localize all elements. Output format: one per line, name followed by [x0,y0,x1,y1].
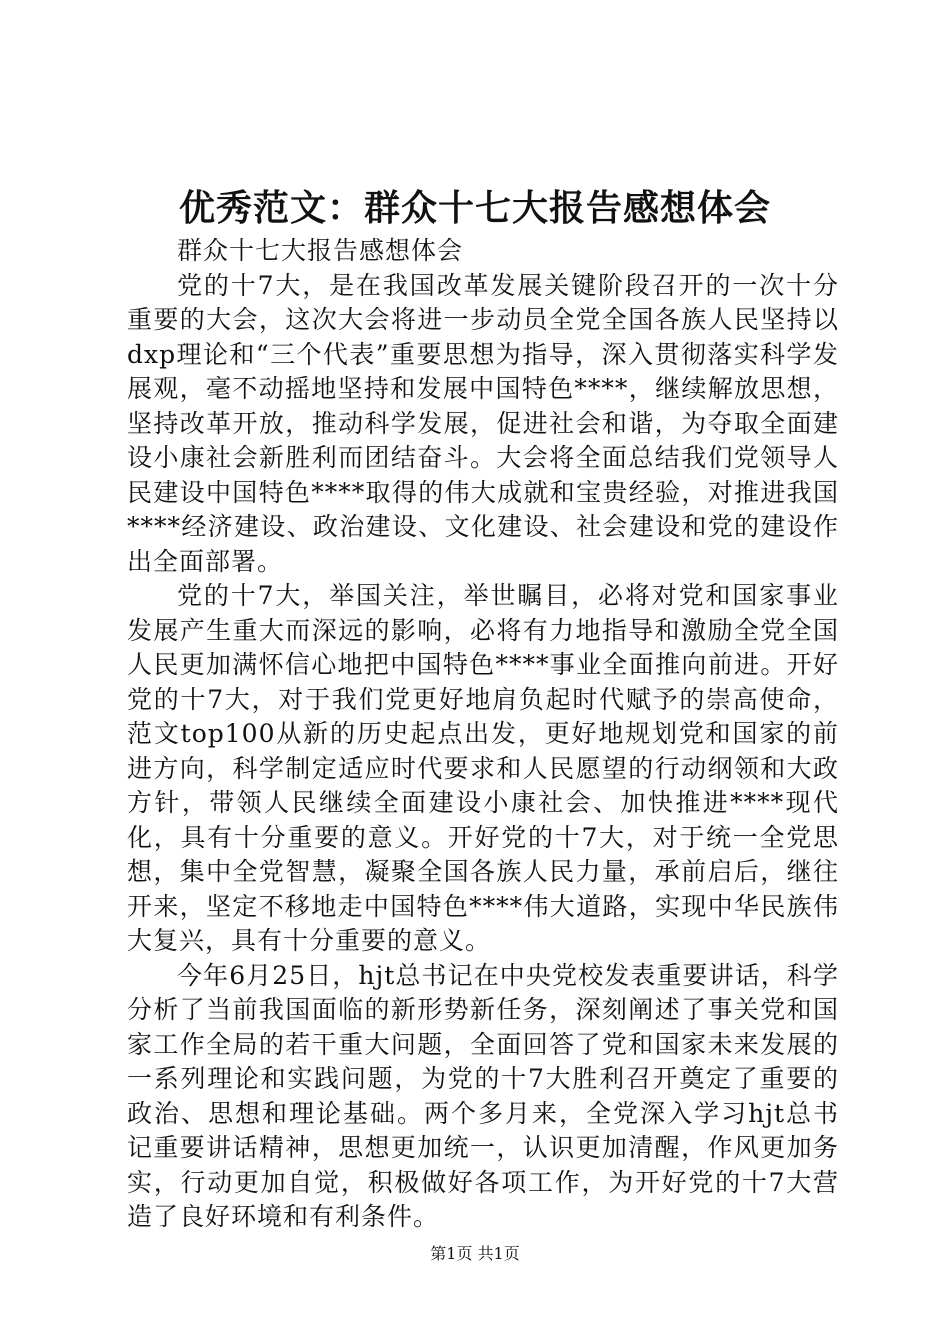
body-paragraph: 党的十7大，举国关注，举世瞩目，必将对党和国家事业发展产生重大而深远的影响，必将有力地指导和激励全党全国人民更加满怀信心地把中国特色****事业全面推向前进。开好党的十7大，对于我们党更好地肩负起时代赋予的崇高使命，范文top100从新的历史起点出发，更好地规划党和国家的前进方向，科学制定适应时代要求和人民愿望的行动纲领和大政方针，带领人民继续全面建设小康社会、加快推进****现代化，具有十分重要的意义。开好党的十7大，对于统一全党思想，集中全党智慧，凝聚全国各族人民力量，承前启后，继往开来，坚定不移地走中国特色****伟大道路，实现中华民族伟大复兴，具有十分重要的意义。 [127,581,839,955]
body-paragraph: 今年6月25日，hjt总书记在中央党校发表重要讲话，科学分析了当前我国面临的新形势新任务，深刻阐述了事关党和国家工作全局的若干重大问题，全面回答了党和国家未来发展的一系列理论和实践问题，为党的十7大胜利召开奠定了重要的政治、思想和理论基础。两个多月来，全党深入学习hjt总书记重要讲话精神，思想更加统一，认识更加清醒，作风更加务实，行动更加自觉，积极做好各项工作，为开好党的十7大营造了良好环境和有利条件。 [127,960,839,1231]
page-footer: 第1页 共1页 [430,1244,520,1263]
subtitle-paragraph: 群众十七大报告感想体会 [177,236,464,265]
document-body [127,234,839,1235]
body-paragraph: 党的十7大，是在我国改革发展关键阶段召开的一次十分重要的大会，这次大会将进一步动员全党全国各族人民坚持以dxp理论和“三个代表”重要思想为指导，深入贯彻落实科学发展观，毫不动摇地坚持和发展中国特色****，继续解放思想，坚持改革开放，推动科学发展，促进社会和谐，为夺取全面建设小康社会新胜利而团结奋斗。大会将全面总结我们党领导人民建设中国特色****取得的伟大成就和宝贵经验，对推进我国****经济建设、政治建设、文化建设、社会建设和党的建设作出全面部署。 [127,270,839,576]
document-title: 优秀范文：群众十七大报告感想体会 [178,187,771,229]
